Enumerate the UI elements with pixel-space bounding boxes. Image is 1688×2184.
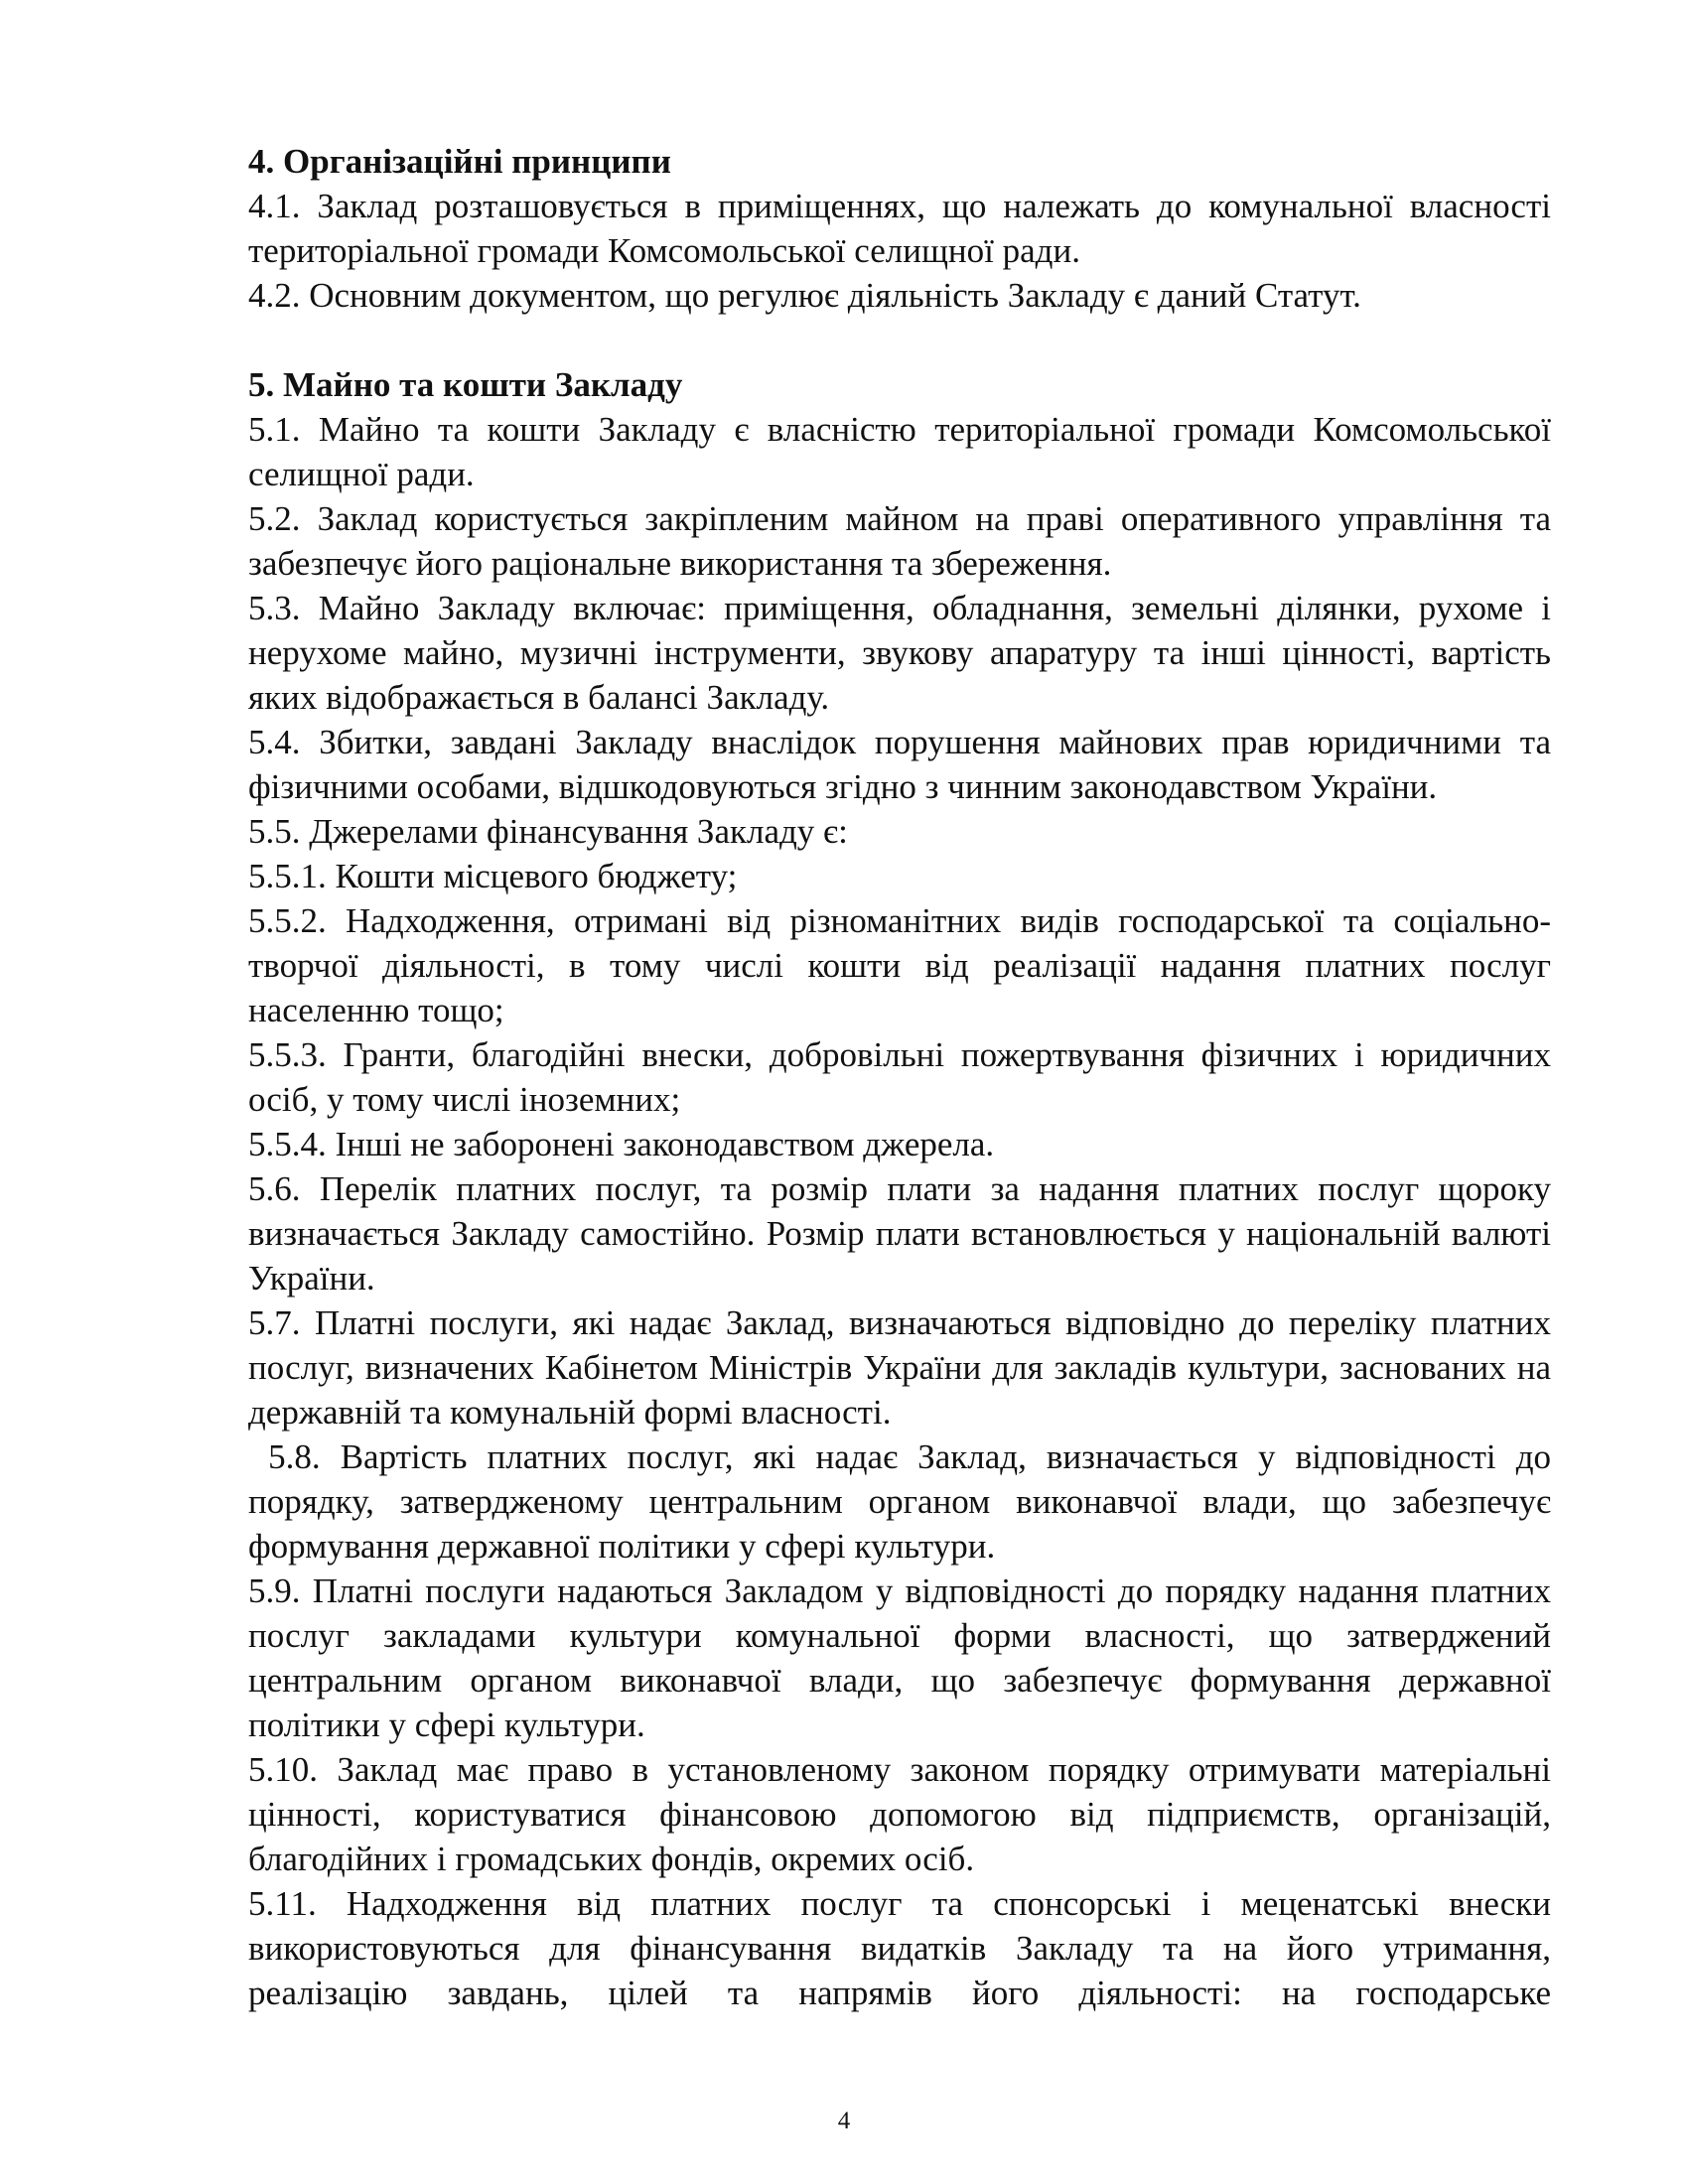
document-page: [248, 139, 1560, 2015]
paragraph-5-5-2: 5.5.2. Надходження, отримані від різноманітних видів господарської та соціально-творчої діяльності, в тому числі кошти від реалізації надання платних послуг населенню тощо;: [248, 901, 1551, 1029]
paragraph-4-1: 4.1. Заклад розташовується в приміщеннях, що належать до комунальної власності територіальної громади Комсомольської селищної ради.: [248, 187, 1551, 270]
paragraph-5-11: 5.11. Надходження від платних послуг та спонсорські і меценатські внески використовуються для фінансування видатків Закладу та на його утримання, реалізацію завдань, цілей та напрямів його діяльності: на господарське: [248, 1884, 1551, 2012]
paragraph-5-10: 5.10. Заклад має право в установленому законом порядку отримувати матеріальні цінності, користуватися фінансовою допомогою від підприємств, організацій, благодійних і громадських фондів, окремих осіб.: [248, 1750, 1551, 1878]
paragraph-5-5-1: 5.5.1. Кошти місцевого бюджету;: [248, 857, 738, 895]
page-number: 4: [837, 2108, 851, 2134]
paragraph-5-2: 5.2. Заклад користується закріпленим майном на праві оперативного управління та забезпечує його раціональне використання та збереження.: [248, 499, 1551, 583]
section-gap: [248, 318, 1551, 362]
paragraph-5-8: 5.8. Вартість платних послуг, які надає Заклад, визначається у відповідності до порядку, затвердженому центральним органом виконавчої влади, що забезпечує формування державної політики у сфері культури.: [248, 1437, 1560, 1566]
paragraph-5-5-4: 5.5.4. Інші не заборонені законодавством джерела.: [248, 1125, 995, 1163]
section-5-heading: 5. Майно та кошти Закладу: [248, 365, 683, 404]
paragraph-5-1: 5.1. Майно та кошти Закладу є власністю територіальної громади Комсомольської селищної ради.: [248, 410, 1551, 493]
paragraph-5-6: 5.6. Перелік платних послуг, та розмір плати за надання платних послуг щороку визначається Закладу самостійно. Розмір плати встановлюється у національній валюті України.: [248, 1169, 1551, 1297]
paragraph-5-5: 5.5. Джерелами фінансування Закладу є:: [248, 812, 848, 851]
paragraph-5-5-3: 5.5.3. Гранти, благодійні внески, добровільні пожертвування фізичних і юридичних осіб, у тому числі іноземних;: [248, 1035, 1551, 1119]
paragraph-4-2: 4.2. Основним документом, що регулює діяльність Закладу є даний Статут.: [248, 276, 1361, 315]
paragraph-5-4: 5.4. Збитки, завдані Закладу внаслідок порушення майнових прав юридичними та фізичними особами, відшкодовуються згідно з чинним законодавством України.: [248, 723, 1551, 806]
paragraph-5-7: 5.7. Платні послуги, які надає Заклад, визначаються відповідно до переліку платних послуг, визначених Кабінетом Міністрів України для закладів культури, заснованих на державній та комунальній формі власності.: [248, 1303, 1551, 1432]
section-4-heading: 4. Організаційні принципи: [248, 142, 671, 181]
paragraph-5-3: 5.3. Майно Закладу включає: приміщення, обладнання, земельні ділянки, рухоме і нерухоме майно, музичні інструменти, звукову апаратуру та інші цінності, вартість яких відображається в балансі Закладу.: [248, 589, 1551, 717]
paragraph-5-9: 5.9. Платні послуги надаються Закладом у відповідності до порядку надання платних послуг закладами культури комунальної форми власності, що затверджений центральним органом виконавчої влади, що забезпечує формування державної політики у сфері культури.: [248, 1571, 1551, 1744]
